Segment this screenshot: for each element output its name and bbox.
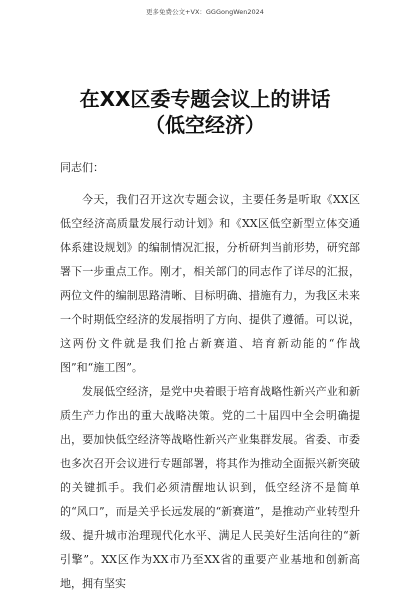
salutation: 同志们： [60, 161, 104, 174]
paragraph-2: 发展低空经济，是党中央着眼于培育战略性新兴产业和新质生产力作出的重大战略决策。党的二十届四中全会明确提出，要加快低空经济等战略性新兴产业集群发展。省委、市委也多次召开会议进行专题部署，将其作为推动全面振兴新突破的关键抓手。我们必须清醒地认识到，低空经济不是简单的“风口”，而是关乎长远发展的“新赛道”，是推动产业转型升级、提升城市治理现代化水平、满足人民美好生活向往的“新引擎”。XX区作为XX市乃至XX省的重要产业基地和创新高地，拥有坚实 [60, 385, 360, 590]
header-note: 更多免费公文+VX：GGGongWen2024 [146, 8, 264, 16]
document-title: 在XX区委专题会议上的讲话（低空经济） [79, 87, 331, 137]
paragraph-1: 今天，我们召开这次专题会议，主要任务是听取《XX区低空经济高质量发展行动计划》和《XX区低空新型立体交通体系建设规划》的编制情况汇报，分析研判当前形势，研究部署下一步重点工作。刚才，相关部门的同志作了详尽的汇报，两位文件的编制思路清晰、目标明确、措施有力，为我区未来一个时期低空经济的发展指明了方向、提供了遵循。可以说，这两份文件就是我们抢占新赛道、培育新动能的“作战图”和“施工图”。 [60, 193, 360, 374]
document-body [60, 156, 360, 596]
